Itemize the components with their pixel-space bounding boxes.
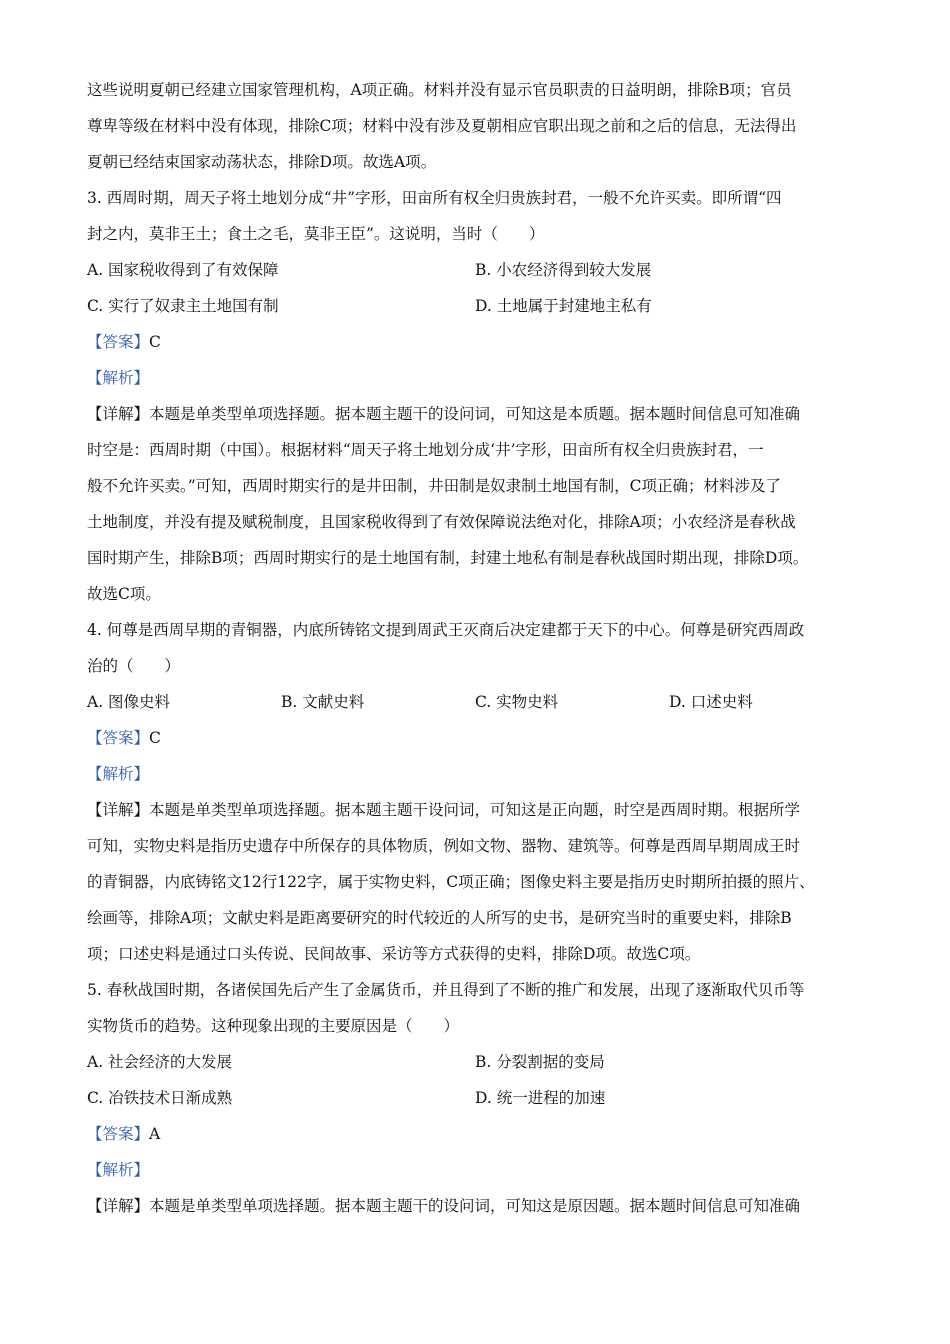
q5-option-d: D. 统一进程的加速 [475, 1089, 606, 1107]
q3-detail-line: 土地制度，并没有提及赋税制度，且国家税收得到了有效保障说法绝对化，排除A项；小农经济是春秋战 [87, 513, 796, 531]
question-4-stem: 治的（ ） [87, 657, 181, 675]
question-3-stem: 封之内，莫非王土；食土之毛，莫非王臣”。这说明，当时（ ） [87, 225, 545, 243]
q3-option-d: D. 土地属于封建地主私有 [475, 297, 652, 315]
q4-detail-line: 可知，实物史料是指历史遗存中所保存的具体物质，例如文物、器物、建筑等。何尊是西周早期周成王时 [87, 837, 801, 855]
answer-value: C [149, 333, 161, 351]
q4-analysis-label: 【解析】 [87, 765, 150, 783]
q3-option-b: B. 小农经济得到较大发展 [475, 261, 652, 279]
q3-answer [87, 331, 867, 353]
q5-detail [87, 1195, 867, 1217]
paragraph-line: 夏朝已经结束国家动荡状态，排除D项。故选A项。 [87, 153, 437, 171]
detail-text: 本题是单类型单项选择题。据本题主题干设问词，可知这是正向题，时空是西周时期。根据所学 [149, 801, 801, 819]
q3-detail-line: 时空是：西周时期（中国）。根据材料“周天子将土地划分成‘井’字形，田亩所有权全归贵族封君，一 [87, 441, 764, 459]
q4-detail-line: 的青铜器，内底铸铭文12行122字，属于实物史料，C项正确；图像史料主要是指历史时期所拍摄的照片、 [87, 873, 815, 891]
question-3-stem: 3. 西周时期，周天子将土地划分成“井”字形，田亩所有权全归贵族封君，一般不允许买卖。即所谓“四 [87, 189, 782, 207]
detail-label: 【详解】 [87, 405, 150, 423]
answer-label: 【答案】 [87, 729, 150, 747]
q4-detail-line: 项；口述史料是通过口头传说、民间故事、采访等方式获得的史料，排除D项。故选C项。 [87, 945, 701, 963]
answer-value: A [149, 1125, 161, 1143]
q4-answer [87, 727, 867, 749]
q4-option-a: A. 图像史料 [87, 693, 171, 711]
q3-option-c: C. 实行了奴隶主土地国有制 [87, 297, 279, 315]
q5-option-a: A. 社会经济的大发展 [87, 1053, 233, 1071]
question-5-stem: 实物货币的趋势。这种现象出现的主要原因是（ ） [87, 1017, 460, 1035]
q5-option-c: C. 冶铁技术日渐成熟 [87, 1089, 233, 1107]
q4-option-c: C. 实物史料 [475, 693, 559, 711]
answer-label: 【答案】 [87, 333, 150, 351]
answer-label: 【答案】 [87, 1125, 150, 1143]
paragraph-line: 这些说明夏朝已经建立国家管理机构，A项正确。材料并没有显示官员职责的日益明朗，排除B项；官员 [87, 81, 792, 99]
q5-analysis-label: 【解析】 [87, 1161, 150, 1179]
q4-option-b: B. 文献史料 [281, 693, 365, 711]
q3-detail-line: 故选C项。 [87, 585, 161, 603]
q4-detail [87, 799, 867, 821]
q3-detail-line: 国时期产生，排除B项；西周时期实行的是土地国有制，封建土地私有制是春秋战国时期出现，排除D项。 [87, 549, 809, 567]
q5-option-b: B. 分裂割据的变局 [475, 1053, 605, 1071]
answer-value: C [149, 729, 161, 747]
detail-text: 本题是单类型单项选择题。据本题主题干的设问词，可知这是本质题。据本题时间信息可知准确 [149, 405, 801, 423]
paragraph-line: 尊卑等级在材料中没有体现，排除C项；材料中没有涉及夏朝相应官职出现之前和之后的信息，无法得出 [87, 117, 797, 135]
detail-text: 本题是单类型单项选择题。据本题主题干的设问词，可知这是原因题。据本题时间信息可知准确 [149, 1197, 801, 1215]
question-4-stem: 4. 何尊是西周早期的青铜器，内底所铸铭文提到周武王灭商后决定建都于天下的中心。何尊是研究西周政 [87, 621, 805, 639]
q3-detail-line: 般不允许买卖。”可知，西周时期实行的是井田制，井田制是奴隶制土地国有制，C项正确；材料涉及了 [87, 477, 782, 495]
q5-answer [87, 1123, 867, 1145]
q3-option-a: A. 国家税收得到了有效保障 [87, 261, 279, 279]
q4-option-d: D. 口述史料 [669, 693, 753, 711]
q3-analysis-label: 【解析】 [87, 369, 150, 387]
q3-detail [87, 403, 867, 425]
detail-label: 【详解】 [87, 801, 150, 819]
question-5-stem: 5. 春秋战国时期，各诸侯国先后产生了金属货币，并且得到了不断的推广和发展，出现了逐渐取代贝币等 [87, 981, 805, 999]
detail-label: 【详解】 [87, 1197, 150, 1215]
q4-detail-line: 绘画等，排除A项；文献史料是距离要研究的时代较近的人所写的史书，是研究当时的重要史料，排除B [87, 909, 792, 927]
